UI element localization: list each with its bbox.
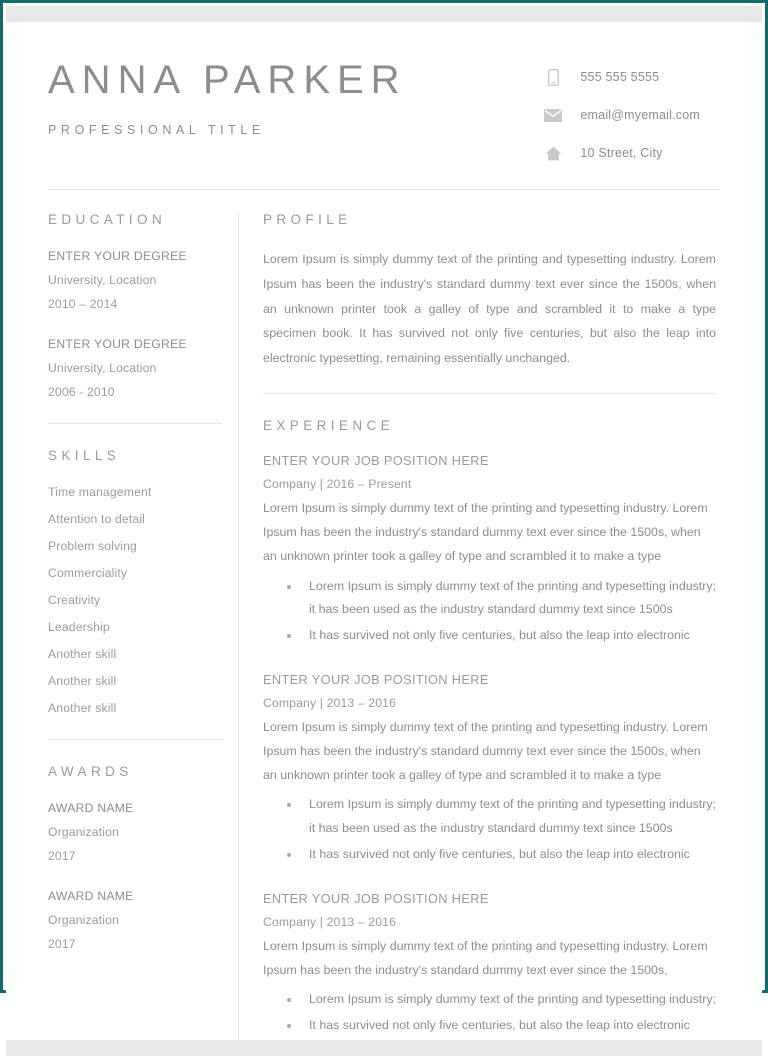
job-description: Lorem Ipsum is simply dummy text of the printing and typesetting industry. Lorem Ipsum has been the industry's standard dummy text ever since the 1500s, — [263, 938, 708, 977]
list-item: Attention to detail — [48, 512, 146, 526]
job-bullet-list — [263, 575, 716, 648]
page-title: ANNA PARKER — [48, 58, 407, 102]
education-section — [48, 212, 222, 399]
contact-row-phone — [542, 67, 700, 87]
award-year: 2017 — [48, 937, 76, 951]
list-item: Creativity — [48, 593, 101, 607]
experience-entry — [263, 891, 716, 1038]
list-item: Lorem Ipsum is simply dummy text of the printing and typesetting industry; — [263, 988, 716, 1012]
award-year: 2017 — [48, 849, 76, 863]
education-degree: ENTER YOUR DEGREE — [48, 249, 187, 263]
email-icon — [542, 105, 564, 125]
identity-block — [48, 55, 407, 137]
award-name: AWARD NAME — [48, 889, 134, 903]
contact-row-address — [542, 143, 700, 163]
awards-section — [48, 764, 222, 951]
list-item: Commerciality — [48, 566, 128, 580]
job-meta: Company | 2013 – 2016 — [263, 914, 397, 929]
resume-header — [48, 22, 720, 163]
sidebar-divider — [48, 739, 222, 740]
home-icon — [542, 143, 564, 163]
education-years: 2006 - 2010 — [48, 385, 115, 399]
job-bullet-list — [263, 793, 716, 866]
contact-address-text: 10 Street, City — [580, 146, 663, 160]
list-item: Another skill — [48, 701, 117, 715]
list-item: Another skill — [48, 674, 117, 688]
sidebar — [48, 212, 238, 1040]
award-entry — [48, 801, 222, 863]
professional-title: PROFESSIONAL TITLE — [48, 123, 265, 137]
phone-icon — [542, 67, 564, 87]
list-item: Leadership — [48, 620, 110, 634]
contact-email-text: email@myemail.com — [580, 108, 700, 122]
job-description: Lorem Ipsum is simply dummy text of the printing and typesetting industry. Lorem Ipsum has been the industry's standard dummy text ever since the 1500s, when an unknown printer took a galley of type and scrambled it to make a type — [263, 719, 708, 782]
profile-heading: PROFILE — [263, 212, 352, 227]
education-heading: EDUCATION — [48, 212, 167, 227]
education-institution: University, Location — [48, 273, 157, 287]
list-item: Lorem Ipsum is simply dummy text of the printing and typesetting industry; it has been used as the industry standard dummy text since 1500s — [263, 575, 716, 623]
education-degree: ENTER YOUR DEGREE — [48, 337, 187, 351]
profile-text: Lorem Ipsum is simply dummy text of the printing and typesetting industry. Lorem Ipsum has been the industry's standard dummy text ever since the 1500s, when an unknown printer took a galley of type and scrambled it to make a type specimen book. It has survived not only five centuries, but also the leap into electronic typesetting, remaining essentially unchanged. — [263, 252, 716, 366]
skills-section — [48, 448, 222, 715]
award-organization: Organization — [48, 913, 119, 927]
resume-columns — [48, 212, 720, 1040]
contact-row-email — [542, 105, 700, 125]
experience-heading: EXPERIENCE — [263, 418, 395, 434]
profile-divider — [263, 393, 716, 394]
job-meta: Company | 2013 – 2016 — [263, 695, 397, 710]
education-entry — [48, 249, 222, 311]
education-years: 2010 – 2014 — [48, 297, 118, 311]
award-organization: Organization — [48, 825, 119, 839]
resume-content — [6, 22, 762, 1040]
column-divider — [238, 212, 239, 1040]
contact-block — [542, 55, 720, 163]
contact-phone-text: 555 555 5555 — [580, 70, 660, 84]
bottom-band — [6, 1040, 762, 1056]
job-title: ENTER YOUR JOB POSITION HERE — [263, 890, 489, 906]
list-item: It has survived not only five centuries, but also the leap into electronic — [263, 843, 716, 867]
experience-entry — [263, 453, 716, 648]
skills-heading: SKILLS — [48, 448, 121, 463]
award-entry — [48, 889, 222, 951]
job-title: ENTER YOUR JOB POSITION HERE — [263, 671, 489, 687]
experience-entry — [263, 672, 716, 867]
awards-heading: AWARDS — [48, 764, 133, 779]
list-item: Problem solving — [48, 539, 137, 553]
header-divider — [48, 189, 720, 190]
experience-section — [263, 418, 716, 1038]
list-item: Lorem Ipsum is simply dummy text of the printing and typesetting industry; it has been used as the industry standard dummy text since 1500s — [263, 793, 716, 841]
list-item: It has survived not only five centuries, but also the leap into electronic — [263, 624, 716, 648]
list-item: Time management — [48, 485, 152, 499]
top-band — [6, 6, 762, 22]
job-title: ENTER YOUR JOB POSITION HERE — [263, 453, 489, 469]
profile-section — [263, 212, 716, 371]
resume-sheet — [6, 6, 762, 1033]
job-bullet-list — [263, 988, 716, 1038]
education-entry — [48, 337, 222, 399]
list-item: It has survived not only five centuries, but also the leap into electronic — [263, 1014, 716, 1038]
education-institution: University, Location — [48, 361, 157, 375]
sidebar-divider — [48, 423, 222, 424]
main-column — [263, 212, 720, 1040]
award-name: AWARD NAME — [48, 801, 134, 815]
list-item: Another skill — [48, 647, 117, 661]
job-meta: Company | 2016 – Present — [263, 477, 412, 492]
job-description: Lorem Ipsum is simply dummy text of the printing and typesetting industry. Lorem Ipsum has been the industry's standard dummy text ever since the 1500s, when an unknown printer took a galley of type and scrambled it to make a type — [263, 501, 708, 563]
